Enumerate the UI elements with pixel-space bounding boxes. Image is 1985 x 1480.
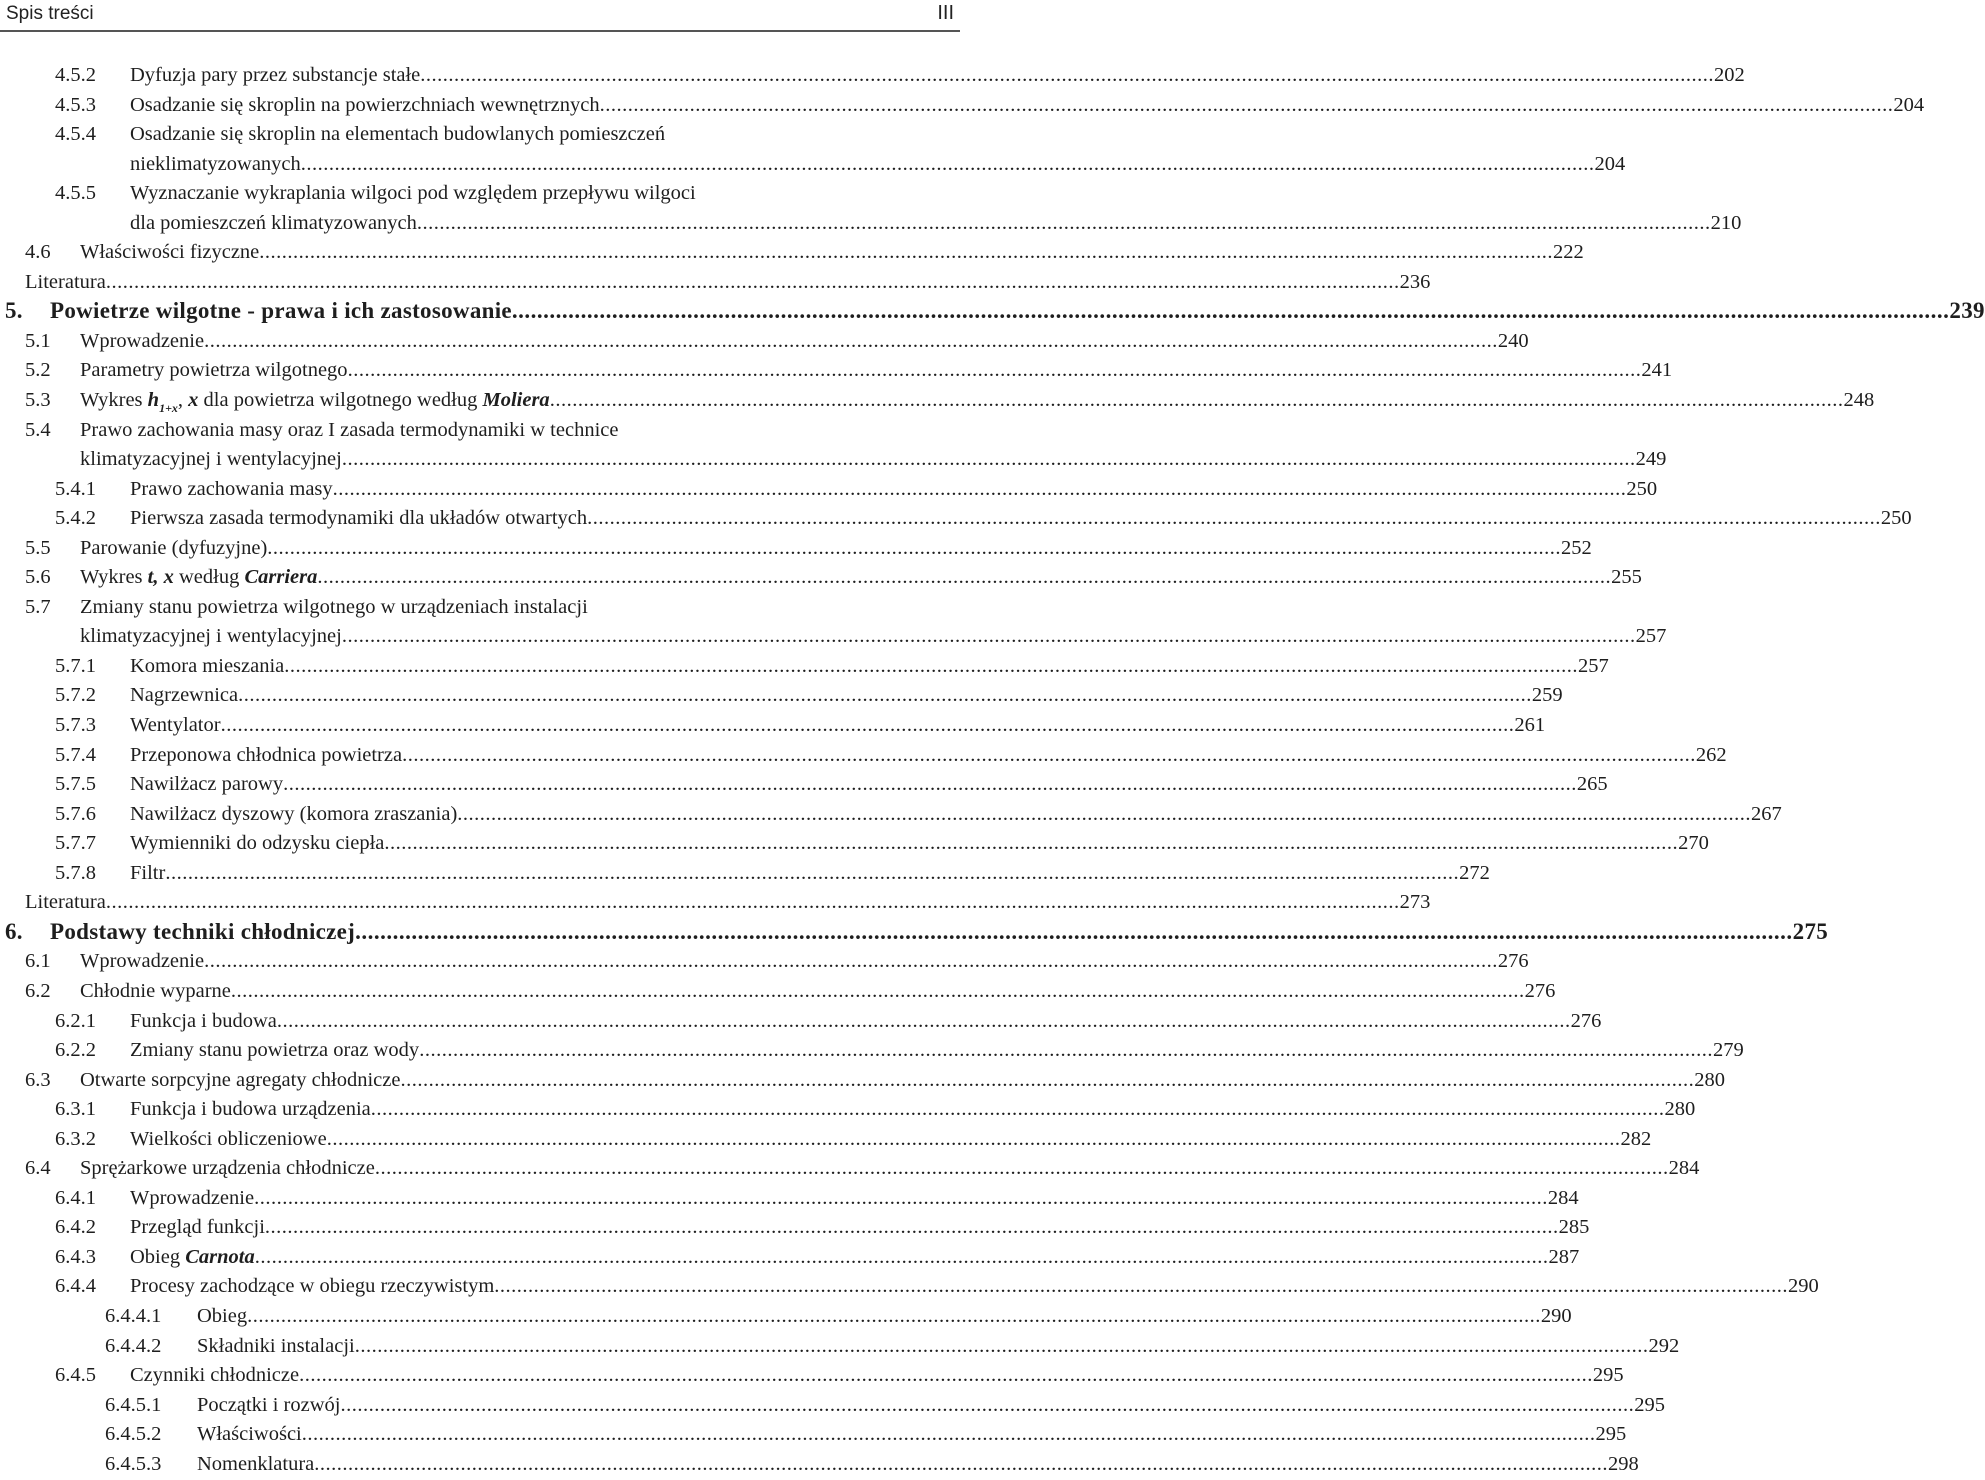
toc-entry-number: 5.7.3	[55, 714, 96, 737]
dot-leader	[301, 151, 1595, 177]
dot-leader	[221, 712, 1515, 738]
toc-entry-title: Właściwości	[197, 1423, 302, 1446]
dot-leader	[340, 1392, 1634, 1418]
toc-chapter-number: 6.	[5, 918, 23, 944]
toc-entry-title: Parowanie (dyfuzyjne)	[80, 536, 268, 559]
toc-entry-page: 285	[1558, 1216, 1590, 1239]
toc-entry-title: Komora mieszania	[130, 654, 285, 677]
toc-chapter[interactable]	[0, 298, 1985, 328]
toc-entry-page: 295	[1595, 1423, 1627, 1446]
toc-entry-page: 267	[1751, 802, 1782, 825]
dot-leader	[302, 1421, 1596, 1447]
dot-leader	[550, 387, 1844, 413]
toc-chapter-page: 239	[1949, 298, 1985, 324]
toc-entry[interactable]	[0, 1451, 1639, 1480]
toc-entry-page: 273	[1399, 891, 1431, 914]
toc-entry-title: Dyfuzja pary przez substancje stałe	[130, 64, 421, 86]
toc-entry-title: Wprowadzenie	[80, 329, 205, 352]
toc-entry-title: Funkcja i budowa	[130, 1009, 277, 1032]
toc-entry[interactable]	[0, 1362, 1624, 1392]
toc-entry-title: Procesy zachodzące w obiegu rzeczywistym	[130, 1275, 495, 1298]
toc-entry-title: Filtr	[130, 861, 166, 884]
toc-entry[interactable]	[0, 1126, 1652, 1156]
toc-entry-page: 290	[1540, 1304, 1572, 1327]
toc-entry[interactable]	[0, 1067, 1725, 1097]
toc-entry-title: Początki i rozwój	[197, 1393, 341, 1416]
toc-entry[interactable]	[0, 889, 1431, 919]
toc-entry-page: 250	[1880, 507, 1912, 530]
toc-entry-title: Otwarte sorpcyjne agregaty chłodnicze	[80, 1068, 401, 1091]
title-text: ,	[177, 389, 189, 412]
title-text: według	[173, 566, 245, 589]
toc-entry-number: 6.4	[25, 1157, 51, 1180]
dot-leader	[355, 1333, 1649, 1359]
toc-entry[interactable]	[0, 417, 960, 447]
toc-entry[interactable]	[0, 505, 1912, 535]
toc-entry[interactable]	[0, 1333, 1680, 1363]
toc-entry-page: 280	[1694, 1068, 1725, 1091]
dot-leader	[314, 1451, 1608, 1477]
toc-entry[interactable]	[0, 1214, 1590, 1244]
toc-entry[interactable]	[0, 712, 1546, 742]
toc-entry-page: 290	[1788, 1275, 1819, 1298]
toc-entry-page: 298	[1608, 1452, 1639, 1475]
toc-entry-title: Literatura	[25, 270, 106, 293]
toc-entry-number: 4.5.4	[55, 123, 96, 146]
dot-leader	[277, 1008, 1571, 1034]
toc-entry-page: 276	[1524, 979, 1556, 1002]
toc-entry-number: 4.5.2	[55, 64, 96, 86]
toc-entry[interactable]	[0, 1392, 1665, 1422]
toc-entry-page: 210	[1710, 211, 1742, 234]
toc-entry-title: Chłodnie wyparne	[80, 979, 231, 1002]
toc-entry-number: 6.4.4	[55, 1275, 96, 1298]
toc-entry-page: 284	[1668, 1157, 1700, 1180]
toc-entry-number: 5.5	[25, 536, 51, 559]
dot-leader	[342, 446, 1636, 472]
toc-entry-continuation[interactable]	[0, 210, 1742, 240]
toc-entry-title: Właściwości fizyczne	[80, 241, 260, 264]
toc-entry-continuation[interactable]	[0, 623, 1667, 653]
symbol-h: h	[147, 389, 160, 412]
dot-leader	[494, 1273, 1788, 1299]
dot-leader	[265, 1214, 1559, 1240]
toc-entry-page: 280	[1664, 1098, 1696, 1121]
toc-entry[interactable]	[0, 948, 1529, 978]
toc-entry-title: Sprężarkowe urządzenia chłodnicze	[80, 1157, 375, 1180]
toc-entry[interactable]	[0, 1185, 1579, 1215]
toc-entry-number: 6.3	[25, 1068, 51, 1091]
toc-entry-page: 257	[1578, 654, 1609, 677]
toc-entry-title-cont: nieklimatyzowanych	[130, 152, 301, 175]
toc-entry-title	[130, 1244, 255, 1270]
toc-entry-number: 5.4	[25, 418, 51, 441]
toc-entry-number: 6.1	[25, 950, 51, 973]
toc-entry-number: 5.4.2	[55, 507, 96, 530]
toc-entry-title: Przeponowa chłodnica powietrza	[130, 743, 403, 766]
toc-entry-number: 6.4.5.2	[105, 1423, 162, 1446]
toc-entry[interactable]	[0, 269, 1431, 299]
toc-entry-number: 4.5.3	[55, 93, 96, 116]
toc-entry-number: 6.4.5.1	[105, 1393, 162, 1416]
dot-leader	[375, 1155, 1669, 1181]
toc-entry[interactable]	[0, 860, 1490, 890]
toc-entry-number: 5.1	[25, 329, 51, 352]
toc-entry-page: 257	[1635, 625, 1667, 648]
toc-entry[interactable]	[0, 978, 1556, 1008]
dot-leader	[417, 210, 1711, 236]
dot-leader	[267, 535, 1561, 561]
toc-entry-page: 295	[1634, 1393, 1665, 1416]
toc-entry-page: 204	[1594, 152, 1626, 175]
toc-entry-title: Nawilżacz dyszowy (komora zraszania)	[130, 802, 458, 825]
dot-leader	[299, 1362, 1593, 1388]
toc-entry-page: 287	[1548, 1245, 1580, 1268]
toc-entry[interactable]	[0, 62, 1745, 92]
toc-entry-title: Obieg	[197, 1304, 248, 1327]
toc-entry-number: 6.3.1	[55, 1098, 96, 1121]
toc-entry-title: Wprowadzenie	[80, 950, 205, 973]
toc-entry[interactable]	[0, 180, 960, 210]
toc-entry-page: 241	[1641, 359, 1673, 382]
symbol-x: x	[188, 389, 199, 412]
toc-entry-title-cont: klimatyzacyjnej i wentylacyjnej	[80, 625, 342, 648]
toc-entry-page: 270	[1678, 832, 1709, 855]
toc-entry[interactable]	[0, 535, 1592, 565]
dot-leader	[371, 1096, 1665, 1122]
toc-entry-title: Zmiany stanu powietrza oraz wody	[130, 1039, 420, 1062]
toc-entry-number: 5.7.1	[55, 654, 96, 677]
toc-entry-number: 6.4.4.2	[105, 1334, 162, 1357]
toc-entry-number: 5.3	[25, 389, 51, 412]
toc-entry[interactable]	[0, 653, 1609, 683]
toc-entry-title-cont: klimatyzacyjnej i wentylacyjnej	[80, 448, 342, 471]
toc-entry[interactable]	[0, 476, 1658, 506]
dot-leader	[259, 239, 1553, 265]
toc-chapter[interactable]	[0, 918, 1829, 949]
dot-leader	[355, 919, 1793, 945]
toc-entry-page: 295	[1592, 1364, 1624, 1387]
dot-leader	[402, 742, 1696, 768]
toc-entry-number: 5.7.4	[55, 743, 96, 766]
toc-chapter-page: 275	[1792, 918, 1829, 944]
toc-entry[interactable]	[0, 1155, 1700, 1185]
dot-leader	[231, 978, 1525, 1004]
toc-entry-number: 6.3.2	[55, 1127, 96, 1150]
title-name: Carriera	[244, 566, 318, 589]
toc-entry-number: 6.4.3	[55, 1245, 96, 1268]
toc-entry[interactable]	[0, 594, 960, 624]
dot-leader	[204, 948, 1498, 974]
toc-entry[interactable]	[0, 1037, 1744, 1067]
toc-entry-number: 5.7	[25, 595, 51, 618]
toc-entry-title: Wymienniki do odzysku ciepła	[130, 832, 385, 855]
toc-entry-number: 5.7.2	[55, 684, 96, 707]
toc-entry-continuation[interactable]	[0, 151, 1626, 181]
toc-entry-title: Wentylator	[130, 714, 221, 737]
dot-leader	[457, 801, 1751, 827]
toc-entry[interactable]	[0, 92, 1925, 122]
dot-leader	[255, 1244, 1549, 1270]
toc-entry-title: Prawo zachowania masy	[130, 477, 333, 500]
toc-entry-number: 5.4.1	[55, 477, 96, 500]
toc-entry-number: 6.4.5	[55, 1364, 96, 1387]
toc-entry-page: 204	[1893, 93, 1925, 116]
toc-entry-title: Nomenklatura	[197, 1452, 315, 1475]
toc-entry[interactable]	[0, 357, 1673, 387]
toc-chapter-number: 5.	[5, 298, 23, 324]
toc-entry-title: Przegląd funkcji	[130, 1216, 265, 1239]
dot-leader	[342, 623, 1636, 649]
toc-entry[interactable]	[0, 1096, 1696, 1126]
toc-entry-title: Osadzanie się skroplin na elementach budowlanych pomieszczeń	[130, 123, 666, 146]
toc-entry-number: 4.6	[25, 241, 51, 264]
toc-entry-title-cont: dla pomieszczeń klimatyzowanych	[130, 211, 417, 234]
toc-entry[interactable]	[0, 1008, 1602, 1038]
toc-entry-page: 272	[1459, 861, 1490, 884]
title-text: Wykres	[80, 566, 148, 589]
toc-entry-page: 292	[1648, 1334, 1680, 1357]
dot-leader	[419, 1037, 1713, 1063]
toc-entry-number: 5.2	[25, 359, 51, 382]
dot-leader	[420, 62, 1714, 88]
toc-entry-number: 6.2.2	[55, 1039, 96, 1062]
toc-entry[interactable]	[0, 742, 1727, 772]
dot-leader	[512, 298, 1950, 324]
toc-entry[interactable]	[0, 682, 1563, 712]
dot-leader	[384, 830, 1678, 856]
title-text: dla powietrza wilgotnego według	[198, 389, 483, 412]
toc-entry-continuation[interactable]	[0, 446, 1667, 476]
toc-entry-title: Pierwsza zasada termodynamiki dla układów otwartych	[130, 507, 588, 530]
toc-entry[interactable]	[0, 1273, 1819, 1303]
toc-entry[interactable]	[0, 387, 1875, 417]
dot-leader	[204, 328, 1498, 354]
toc-entry[interactable]	[0, 564, 1642, 594]
toc-entry-number: 4.5.5	[55, 182, 96, 205]
toc-entry-page: 265	[1576, 773, 1608, 796]
header-rule	[0, 30, 960, 32]
dot-leader	[238, 682, 1532, 708]
toc-entry-page: 240	[1497, 329, 1529, 352]
toc-entry-page: 252	[1561, 536, 1592, 559]
dot-leader	[348, 357, 1642, 383]
toc-entry-number: 5.6	[25, 566, 51, 589]
toc-entry-title: Osadzanie się skroplin na powierzchniach wewnętrznych	[130, 93, 600, 116]
dot-leader	[254, 1185, 1548, 1211]
toc-entry-title	[80, 564, 317, 590]
toc-entry-title: Składniki instalacji	[197, 1334, 355, 1357]
title-name: Carnota	[185, 1245, 255, 1268]
title-text: Wykres	[80, 389, 148, 412]
table-of-contents	[0, 62, 1985, 1480]
toc-entry[interactable]	[0, 239, 1584, 269]
toc-entry-title: Literatura	[25, 891, 106, 914]
dot-leader	[327, 1126, 1621, 1152]
dot-leader	[400, 1067, 1694, 1093]
toc-entry-title: Nagrzewnica	[130, 684, 239, 707]
toc-entry-page: 261	[1514, 714, 1546, 737]
toc-entry-page: 276	[1570, 1009, 1602, 1032]
toc-entry-number: 6.4.2	[55, 1216, 96, 1239]
toc-entry-page: 279	[1712, 1039, 1744, 1062]
toc-entry[interactable]	[0, 1244, 1580, 1274]
toc-entry-page: 202	[1714, 64, 1745, 86]
toc-entry-number: 5.7.7	[55, 832, 96, 855]
toc-entry[interactable]	[0, 801, 1782, 831]
toc-entry-page: 262	[1695, 743, 1727, 766]
toc-entry-number: 6.4.4.1	[105, 1304, 162, 1327]
toc-entry-page: 255	[1611, 566, 1642, 589]
toc-entry[interactable]	[0, 1421, 1627, 1451]
toc-entry-title: Zmiany stanu powietrza wilgotnego w urządzeniach instalacji	[80, 595, 588, 618]
dot-leader	[283, 771, 1577, 797]
symbol-subscript: 1+x	[159, 401, 178, 416]
toc-entry-page: 284	[1547, 1186, 1579, 1209]
toc-entry-title: Czynniki chłodnicze	[130, 1364, 300, 1387]
toc-entry[interactable]	[0, 328, 1529, 358]
toc-entry[interactable]	[0, 121, 960, 151]
toc-entry-title: Nawilżacz parowy	[130, 773, 284, 796]
dot-leader	[317, 564, 1611, 590]
title-text: Obieg	[130, 1245, 186, 1268]
dot-leader	[247, 1303, 1541, 1329]
toc-entry-page: 259	[1531, 684, 1563, 707]
dot-leader	[165, 860, 1459, 886]
toc-entry-number: 5.7.5	[55, 773, 96, 796]
toc-entry[interactable]	[0, 1303, 1572, 1333]
toc-entry-page: 282	[1620, 1127, 1652, 1150]
toc-entry-page: 249	[1635, 448, 1667, 471]
dot-leader	[106, 269, 1400, 295]
toc-entry-title: Wprowadzenie	[130, 1186, 255, 1209]
dot-leader	[333, 476, 1627, 502]
toc-entry-page: 248	[1843, 389, 1875, 412]
toc-entry-title: Wielkości obliczeniowe	[130, 1127, 327, 1150]
dot-leader	[600, 92, 1894, 118]
toc-entry-title: Wyznaczanie wykraplania wilgoci pod względem przepływu wilgoci	[130, 182, 696, 205]
toc-chapter-title: Powietrze wilgotne - prawa i ich zastosowanie	[50, 298, 512, 324]
toc-entry-title: Funkcja i budowa urządzenia	[130, 1098, 371, 1121]
toc-entry-number: 5.7.8	[55, 861, 96, 884]
toc-entry-number: 6.4.5.3	[105, 1452, 162, 1475]
toc-entry-page: 276	[1497, 950, 1529, 973]
page-header	[0, 0, 960, 30]
running-title: Spis treści	[6, 3, 94, 24]
toc-entry-number: 5.7.6	[55, 802, 96, 825]
toc-entry-title: Parametry powietrza wilgotnego	[80, 359, 348, 382]
toc-entry-number: 6.2	[25, 979, 51, 1002]
toc-entry[interactable]	[0, 830, 1709, 860]
toc-chapter-title: Podstawy techniki chłodniczej	[50, 918, 356, 944]
toc-entry-page: 236	[1399, 270, 1431, 293]
page-number: III	[937, 2, 954, 24]
title-name: Moliera	[482, 389, 550, 412]
dot-leader	[284, 653, 1578, 679]
dot-leader	[106, 889, 1400, 915]
symbol-tx: t, x	[147, 566, 174, 589]
toc-entry-number: 6.2.1	[55, 1009, 96, 1032]
dot-leader	[587, 505, 1881, 531]
toc-entry[interactable]	[0, 771, 1608, 801]
toc-entry-number: 6.4.1	[55, 1186, 96, 1209]
toc-entry-page: 250	[1626, 477, 1658, 500]
toc-entry-title: Prawo zachowania masy oraz I zasada termodynamiki w technice	[80, 418, 619, 441]
toc-entry-page: 222	[1553, 241, 1584, 264]
